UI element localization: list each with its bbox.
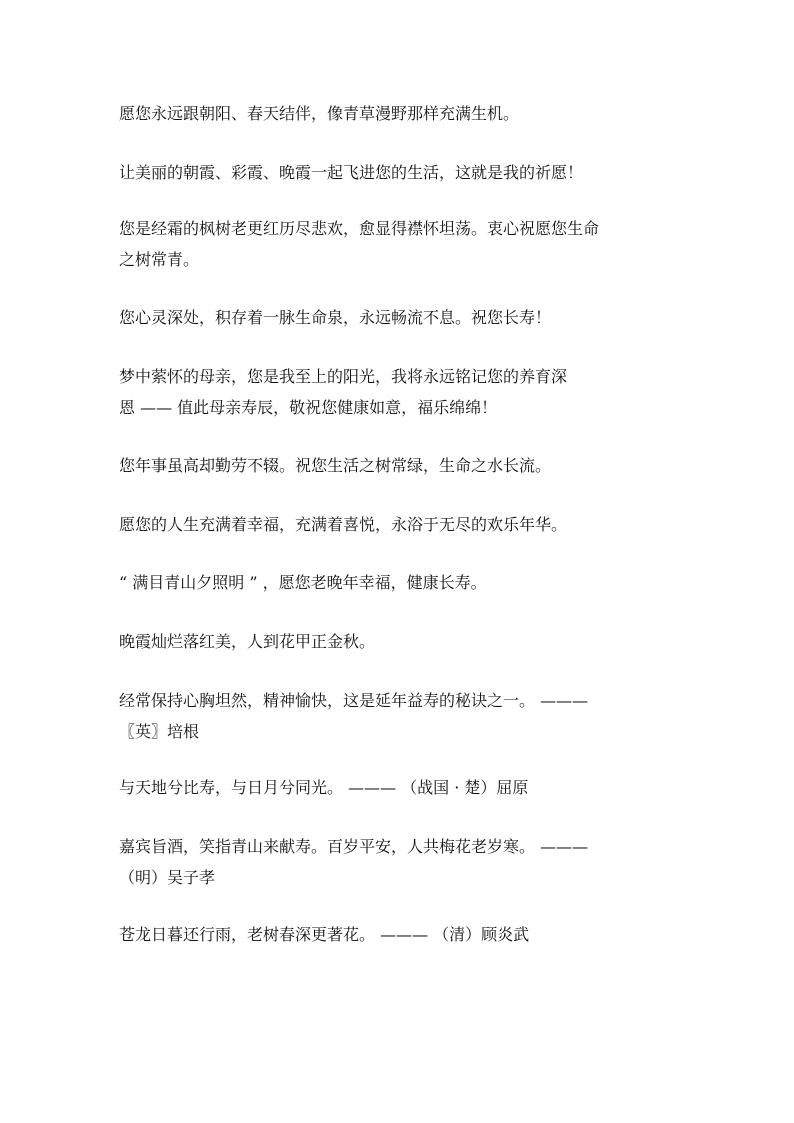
text-line: 恩 —— 值此母亲寿辰，敬祝您健康如意，福乐绵绵！	[119, 398, 498, 417]
paragraph	[119, 831, 679, 893]
paragraph	[119, 361, 679, 423]
paragraph	[119, 302, 679, 333]
text-line: （明）吴子孝	[119, 868, 216, 887]
paragraph	[119, 98, 679, 129]
text-line: 愿您永远跟朝阳、春天结伴，像青草漫野那样充满生机。	[119, 104, 520, 123]
paragraph	[119, 919, 679, 950]
paragraph	[119, 450, 679, 481]
text-line: 您心灵深处，积存着一脉生命泉，永远畅流不息。祝您长寿！	[119, 308, 552, 327]
paragraph	[119, 685, 679, 747]
text-line: 与天地兮比寿，与日月兮同光。 ——— （战国 · 楚）屈原	[119, 778, 529, 797]
paragraph	[119, 626, 679, 657]
paragraph	[119, 567, 679, 598]
text-line: 嘉宾旨酒，笑指青山来献寿。百岁平安，人共梅花老岁寒。 ———	[119, 837, 589, 856]
text-line: 梦中萦怀的母亲，您是我至上的阳光，我将永远铭记您的养育深	[119, 367, 568, 386]
text-line: 经常保持心胸坦然，精神愉快，这是延年益寿的秘诀之一。 ———	[119, 691, 589, 710]
paragraph	[119, 213, 679, 275]
text-line: 让美丽的朝霞、彩霞、晚霞一起飞进您的生活，这就是我的祈愿！	[119, 163, 584, 182]
text-line: 您年事虽高却勤劳不辍。祝您生活之树常绿，生命之水长流。	[119, 456, 552, 475]
paragraph	[119, 157, 679, 188]
text-line: 愿您的人生充满着幸福，充满着喜悦，永浴于无尽的欢乐年华。	[119, 515, 568, 534]
paragraph	[119, 509, 679, 540]
paragraph	[119, 772, 679, 803]
text-line: 您是经霜的枫树老更红历尽悲欢，愈显得襟怀坦荡。衷心祝愿您生命	[119, 219, 600, 238]
text-line: 〖英〗培根	[119, 722, 200, 741]
text-line: 晚霞灿烂落红美，人到花甲正金秋。	[119, 632, 376, 651]
text-line: 之树常青。	[119, 250, 200, 269]
text-line: “ 满目青山夕照明 ” ，愿您老晚年幸福，健康长寿。	[119, 573, 487, 592]
text-line: 苍龙日暮还行雨，老树春深更著花。 ——— （清）顾炎武	[119, 925, 530, 944]
